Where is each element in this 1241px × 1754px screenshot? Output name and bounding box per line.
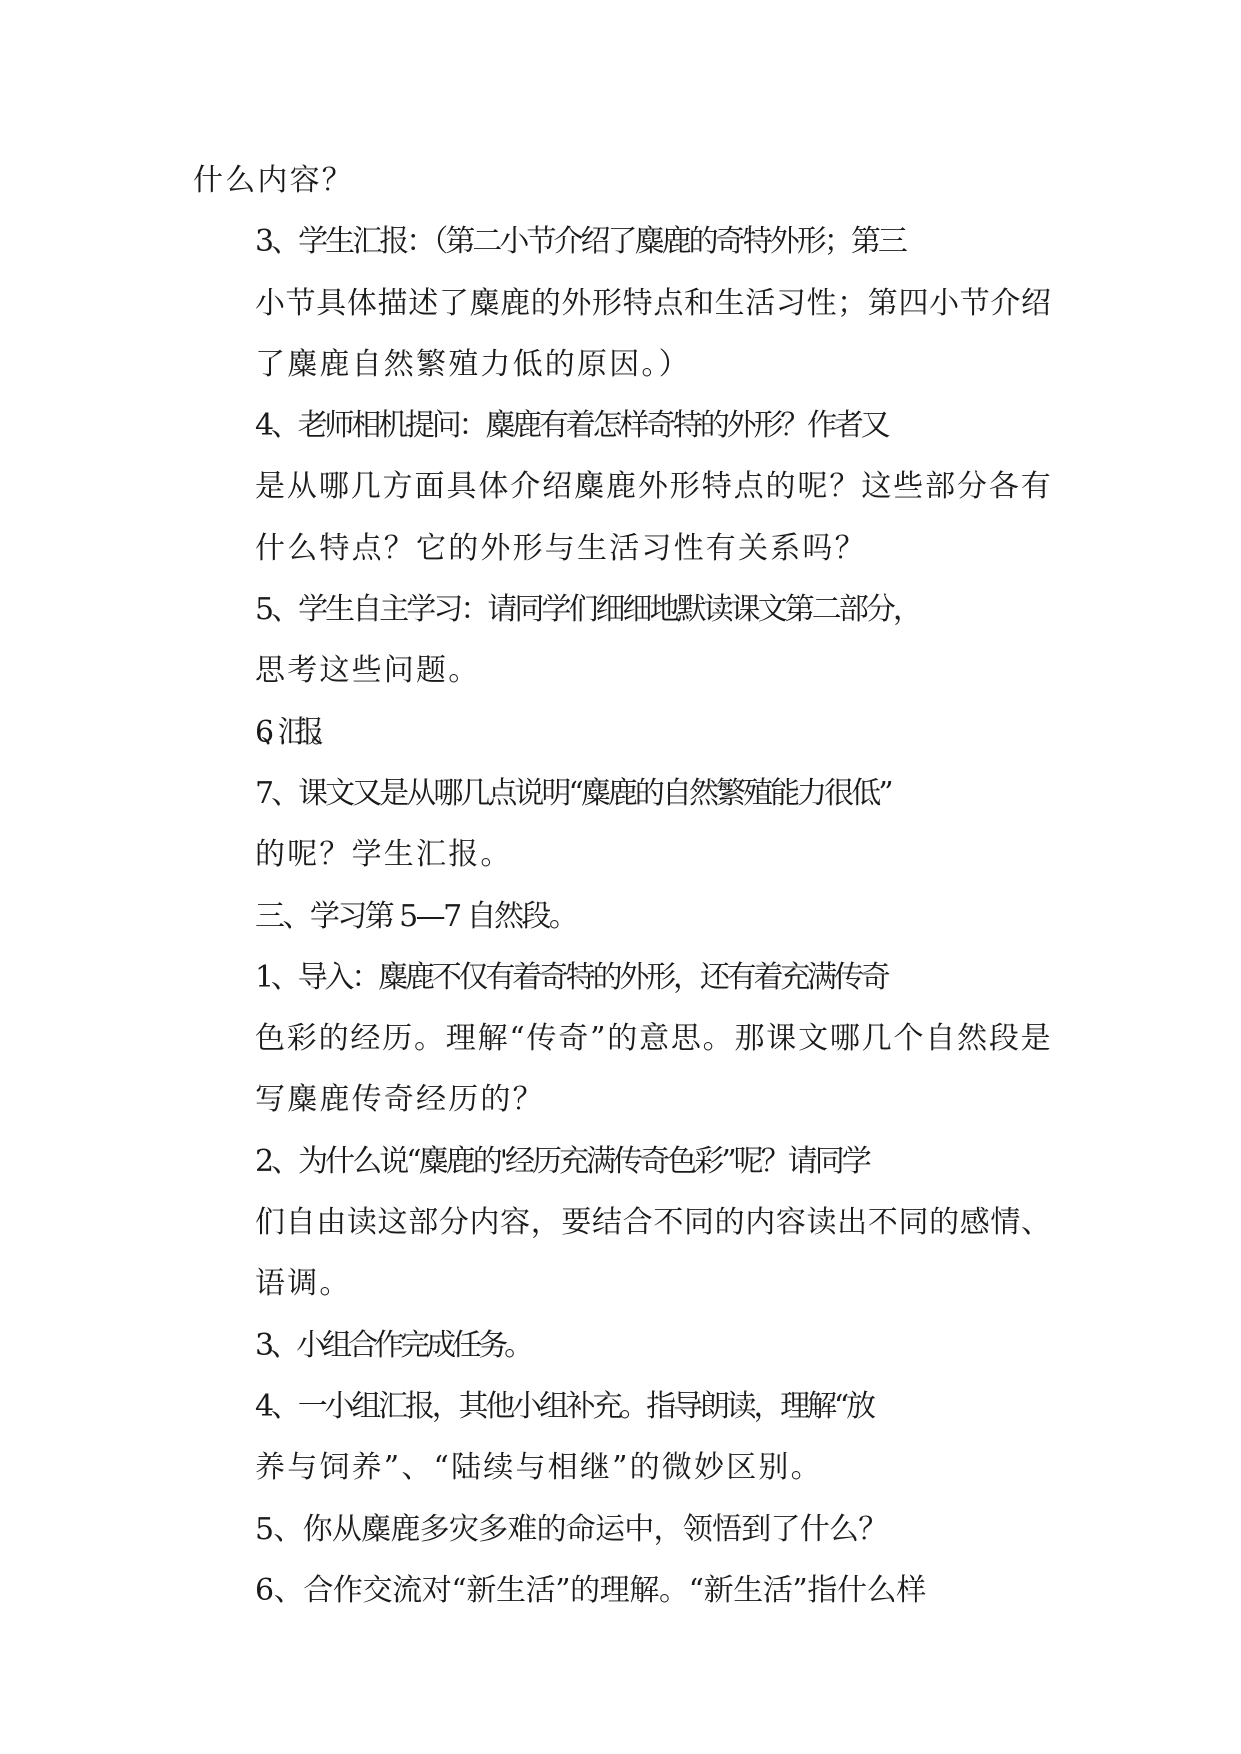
text-line: 4、老师相机提问：麋鹿有着怎样奇特的外形？作者又 [255,408,888,444]
text-line: 色彩的经历。理解“传奇”的意思。那课文哪几个自然段是 [255,1021,1053,1057]
paragraph [193,395,1053,579]
paragraph [193,886,1053,947]
text-line: 写麋鹿传奇经历的？ [255,1082,545,1118]
text-line: 2、为什么说“麋鹿的'经历充满传奇色彩”呢？请同学 [255,1143,869,1179]
text-line: 什么特点？它的外形与生活习性有关系吗？ [255,530,867,566]
paragraph [193,1376,1053,1499]
text-line: 养与饲养”、“陆续与相继”的微妙区别。 [255,1450,823,1486]
paragraph [193,763,1053,886]
text-line: 5、你从麋鹿多灾多难的命运中，领悟到了什么？ [255,1511,888,1547]
text-line: 7、课文又是从哪几点说明“麋鹿的自然繁殖能力很低” [255,775,891,811]
text-line: 4、一小组汇报，其他小组补充。指导朗读，理解“放 [255,1388,873,1424]
text-line: 们自由读这部分内容，要结合不同的内容读出不同的感情、 [255,1205,1052,1241]
paragraph [193,150,1053,211]
text-line: 5、学生自主学习：请同学们细细地默读课文第二部分， [255,592,920,628]
paragraph [193,947,1053,1131]
document-body [193,150,1053,1621]
text-line: 6、汇报。 [255,714,328,750]
text-line: 的呢？学生汇报。 [255,837,513,873]
paragraph [193,1499,1053,1560]
paragraph [193,702,1053,763]
text-line: 小节具体描述了麋鹿的外形特点和生活习性；第四小节介绍 [255,285,1052,321]
paragraph [193,579,1053,702]
paragraph [193,1131,1053,1315]
paragraph [193,1560,1053,1621]
text-line: 3、小组合作完成任务。 [255,1327,531,1363]
text-line: 3、学生汇报：（第二小节介绍了麋鹿的奇特外形；第三 [255,224,905,260]
text-line: 1、导入：麋鹿不仅有着奇特的外形，还有着充满传奇 [255,959,888,995]
text-line: 什么内容？ [193,163,354,198]
text-line: 了麋鹿自然繁殖力低的原因。） [255,346,691,382]
text-line: 三、学习第 5—7 自然段。 [255,898,577,934]
paragraph [193,1315,1053,1376]
text-line: 语调。 [255,1266,352,1302]
paragraph [193,211,1053,395]
text-line: 6、合作交流对“新生活”的理解。“新生活”指什么样 [255,1572,926,1608]
text-line: 思考这些问题。 [255,653,481,689]
text-line: 是从哪几方面具体介绍麋鹿外形特点的呢？这些部分各有 [255,469,1053,505]
